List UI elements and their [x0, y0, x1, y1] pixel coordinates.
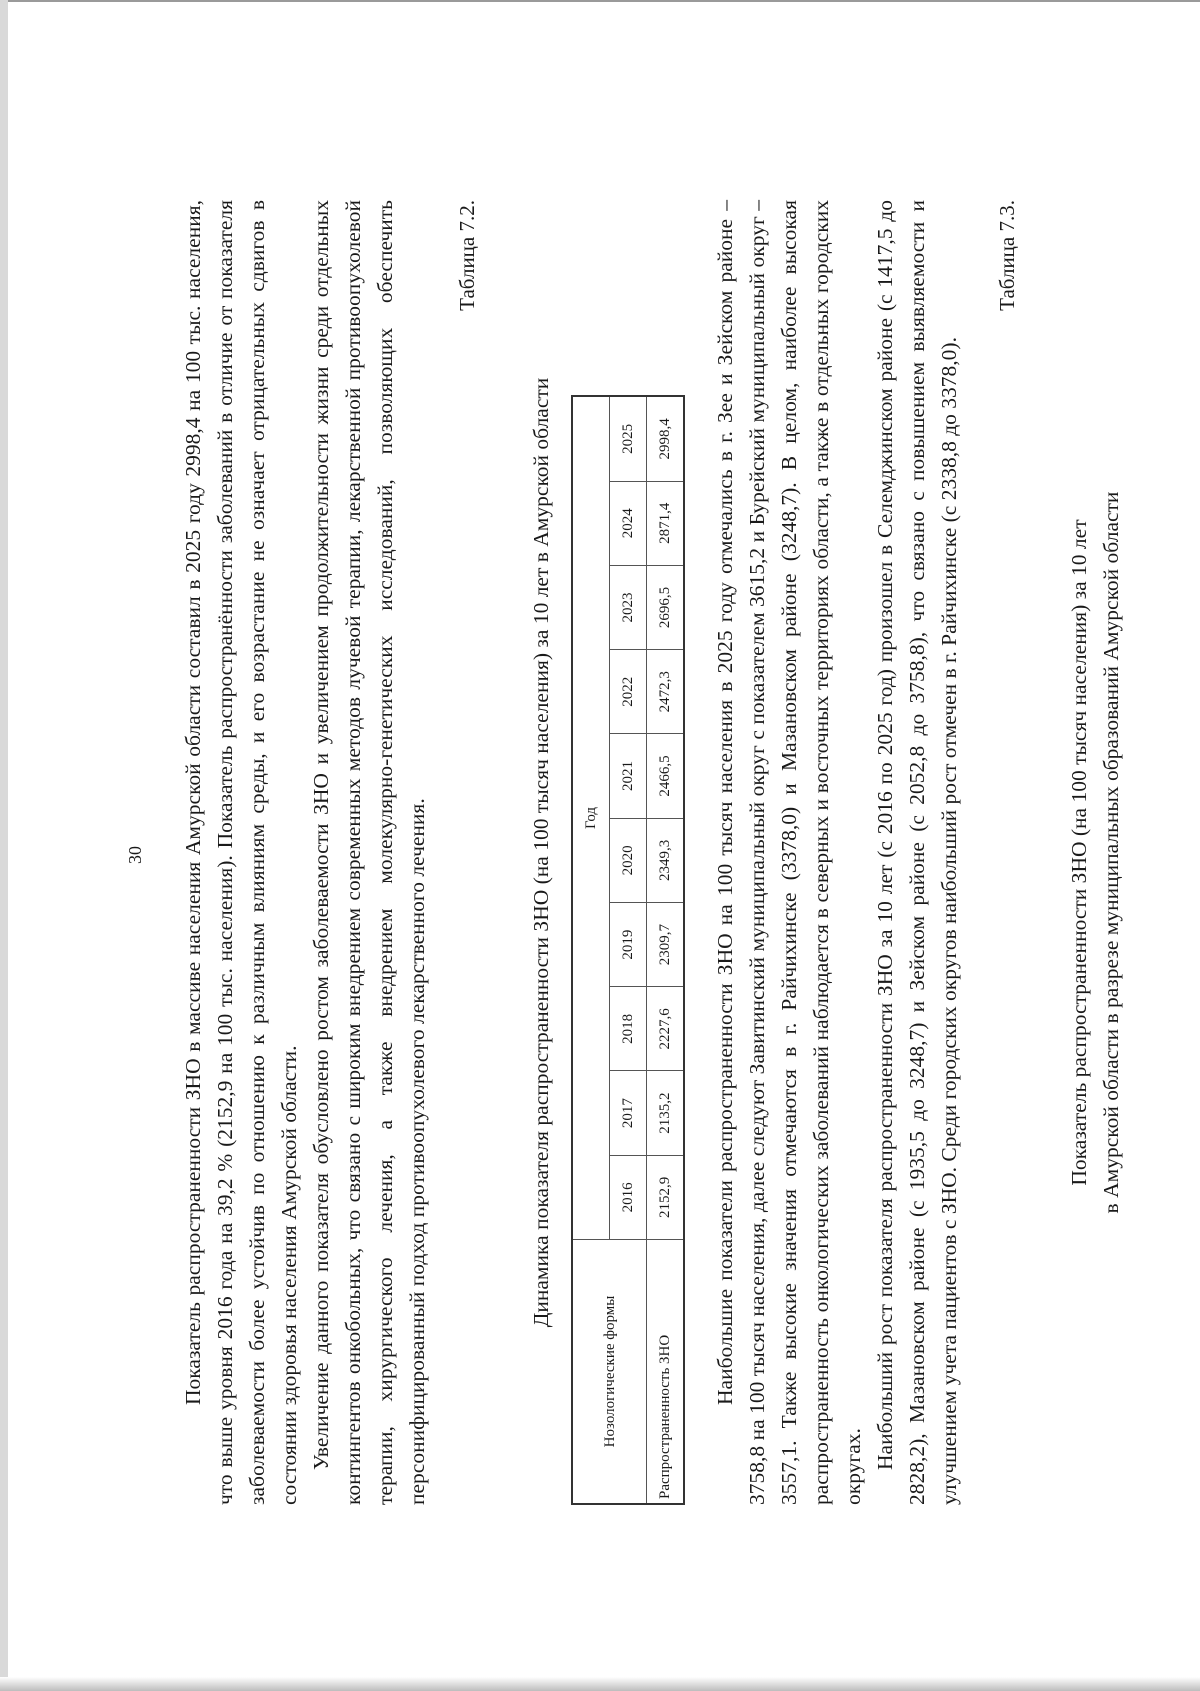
paragraph: Показатель распространенности ЗНО в массиве населения Амурской области составил в 2025 году 2998,4 на 100 тыс. населения, что выше уровня 2016 года на 39,2 % (2152,9 на 100 тыс. населения). Показатель распространённости заболеваний в отличие от показателя заболеваемости более устойчив по отношению к различным влияниям среды, и его возрастание не означает отрицательных сдвигов в состоянии здоровья населения Амурской области.	[181, 200, 301, 1505]
paragraph: Увеличение данного показателя обусловлено ростом заболеваемости ЗНО и увеличением продолжительности жизни среди отдельных контингентов онкобольных, что связано с широким внедрением современных методов лучевой терапии, лекарственной противоопухолевой терапии, хирургического лечения, а также внедрением молекулярно-генетических исследований, позволяющих обеспечить персонифицированный подход противоопухолевого лекарственного лечения.	[309, 200, 429, 1505]
prevalence-table	[571, 395, 685, 1505]
year-cell: 2024	[610, 481, 647, 565]
year-cell: 2018	[610, 987, 647, 1071]
table-reference: Таблица 7.3.	[995, 200, 1019, 311]
year-cell: 2023	[610, 565, 647, 649]
value-cell: 2466,5	[647, 734, 685, 818]
table-header-row	[572, 396, 610, 1504]
page-body	[177, 200, 1127, 1505]
year-cell: 2019	[610, 902, 647, 986]
value-cell: 2309,7	[647, 902, 685, 986]
year-cell: 2016	[610, 1155, 647, 1239]
year-cell: 2021	[610, 734, 647, 818]
value-cell: 2871,4	[647, 481, 685, 565]
scan-top-edge	[0, 0, 1200, 6]
scan-bottom-edge	[0, 1677, 1200, 1691]
table-row	[647, 396, 685, 1504]
scan-left-edge	[0, 0, 8, 1691]
table-caption-line: Показатель распространенности ЗНО (на 100 тысяч населения) за 10 лет	[1067, 519, 1091, 1186]
value-cell: 2696,5	[647, 565, 685, 649]
value-cell: 2998,4	[647, 396, 685, 481]
table-reference: Таблица 7.2.	[455, 200, 479, 311]
value-cell: 2135,2	[647, 1071, 685, 1155]
value-cell: 2349,3	[647, 818, 685, 902]
row-label: Распространенность ЗНО	[647, 1240, 685, 1505]
column-header-nosology: Нозологические формы	[572, 1240, 647, 1505]
year-cell: 2020	[610, 818, 647, 902]
paragraph: Наибольшие показатели распространенности ЗНО на 100 тысяч населения в 2025 году отмечались в г. Зее и Зейском районе – 3758,8 на 100 тысяч населения, далее следуют Завитинский муниципальный округ с показателем 3615,2 и Бурейский муниципальный округ – 3557,1. Также высокие значения отмечаются в г. Райчихинске (3378,0) и Мазановском районе (3248,7). В целом, наиболее высокая распространенность онкологических заболеваний наблюдается в северных и восточных территориях области, а также в отдельных городских округах.	[713, 200, 865, 1505]
page-number: 30	[125, 846, 145, 864]
value-cell: 2227,6	[647, 987, 685, 1071]
value-cell: 2152,9	[647, 1155, 685, 1239]
year-cell: 2022	[610, 650, 647, 734]
year-cell: 2017	[610, 1071, 647, 1155]
paragraph: Наибольший рост показателя распространенности ЗНО за 10 лет (с 2016 по 2025 год) произошел в Селемджинском районе (с 1417,5 до 2828,2), Мазановском районе (с 1935,5 до 3248,7) и Зейском районе (с 2052,8 до 3758,8), что связано с повышением выявляемости и улучшением учета пациентов с ЗНО. Среди городских округов наибольший рост отмечен в г. Райчихинске (с 2338,8 до 3378,0).	[873, 200, 961, 1505]
rotated-page-content	[125, 120, 1123, 1590]
table-caption-line: в Амурской области в разрезе муниципальных образований Амурской области	[1099, 491, 1123, 1214]
table-caption: Динамика показателя распространенности ЗНО (на 100 тысяч населения) за 10 лет в Амурской области	[529, 377, 553, 1328]
value-cell: 2472,3	[647, 650, 685, 734]
year-cell: 2025	[610, 396, 647, 481]
group-header-year: Год	[572, 396, 610, 1240]
